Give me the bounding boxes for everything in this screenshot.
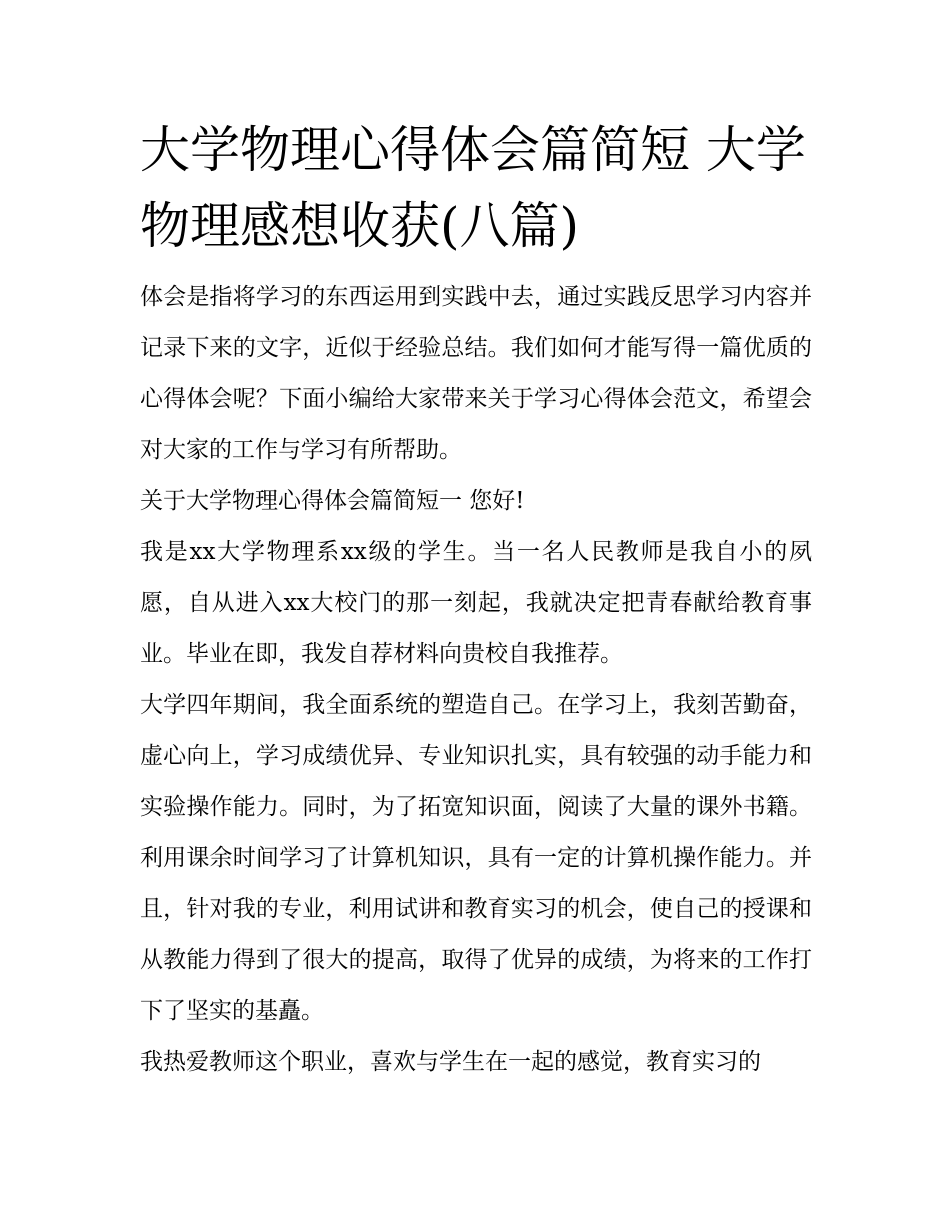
paragraph-love-teaching: 我热爱教师这个职业，喜欢与学生在一起的感觉，教育实习的	[140, 1049, 761, 1075]
document-title: 大学物理心得体会篇简短 大学物理感想收获(八篇)	[140, 121, 806, 255]
document-page	[140, 112, 812, 1088]
paragraph-self-introduction: 我是xx大学物理系xx级的学生。当一名人民教师是我自小的夙愿，自从进入xx大校门的那一刻起，我就决定把青春献给教育事业。毕业在即，我发自荐材料向贵校自我推荐。	[140, 539, 812, 667]
paragraph-intro: 体会是指将学习的东西运用到实践中去，通过实践反思学习内容并记录下来的文字，近似于经验总结。我们如何才能写得一篇优质的心得体会呢？下面小编给大家带来关于学习心得体会范文，希望会对大家的工作与学习有所帮助。	[140, 284, 812, 463]
paragraph-university-years: 大学四年期间，我全面系统的塑造自己。在学习上，我刻苦勤奋，虚心向上，学习成绩优异、专业知识扎实，具有较强的动手能力和实验操作能力。同时，为了拓宽知识面，阅读了大量的课外书籍。利用课余时间学习了计算机知识，具有一定的计算机操作能力。并且，针对我的专业，利用试讲和教育实习的机会，使自己的授课和从教能力得到了很大的提高，取得了优异的成绩，为将来的工作打下了坚实的基矗。	[140, 692, 812, 1024]
paragraph-section-heading: 关于大学物理心得体会篇简短一 您好!	[140, 488, 525, 514]
